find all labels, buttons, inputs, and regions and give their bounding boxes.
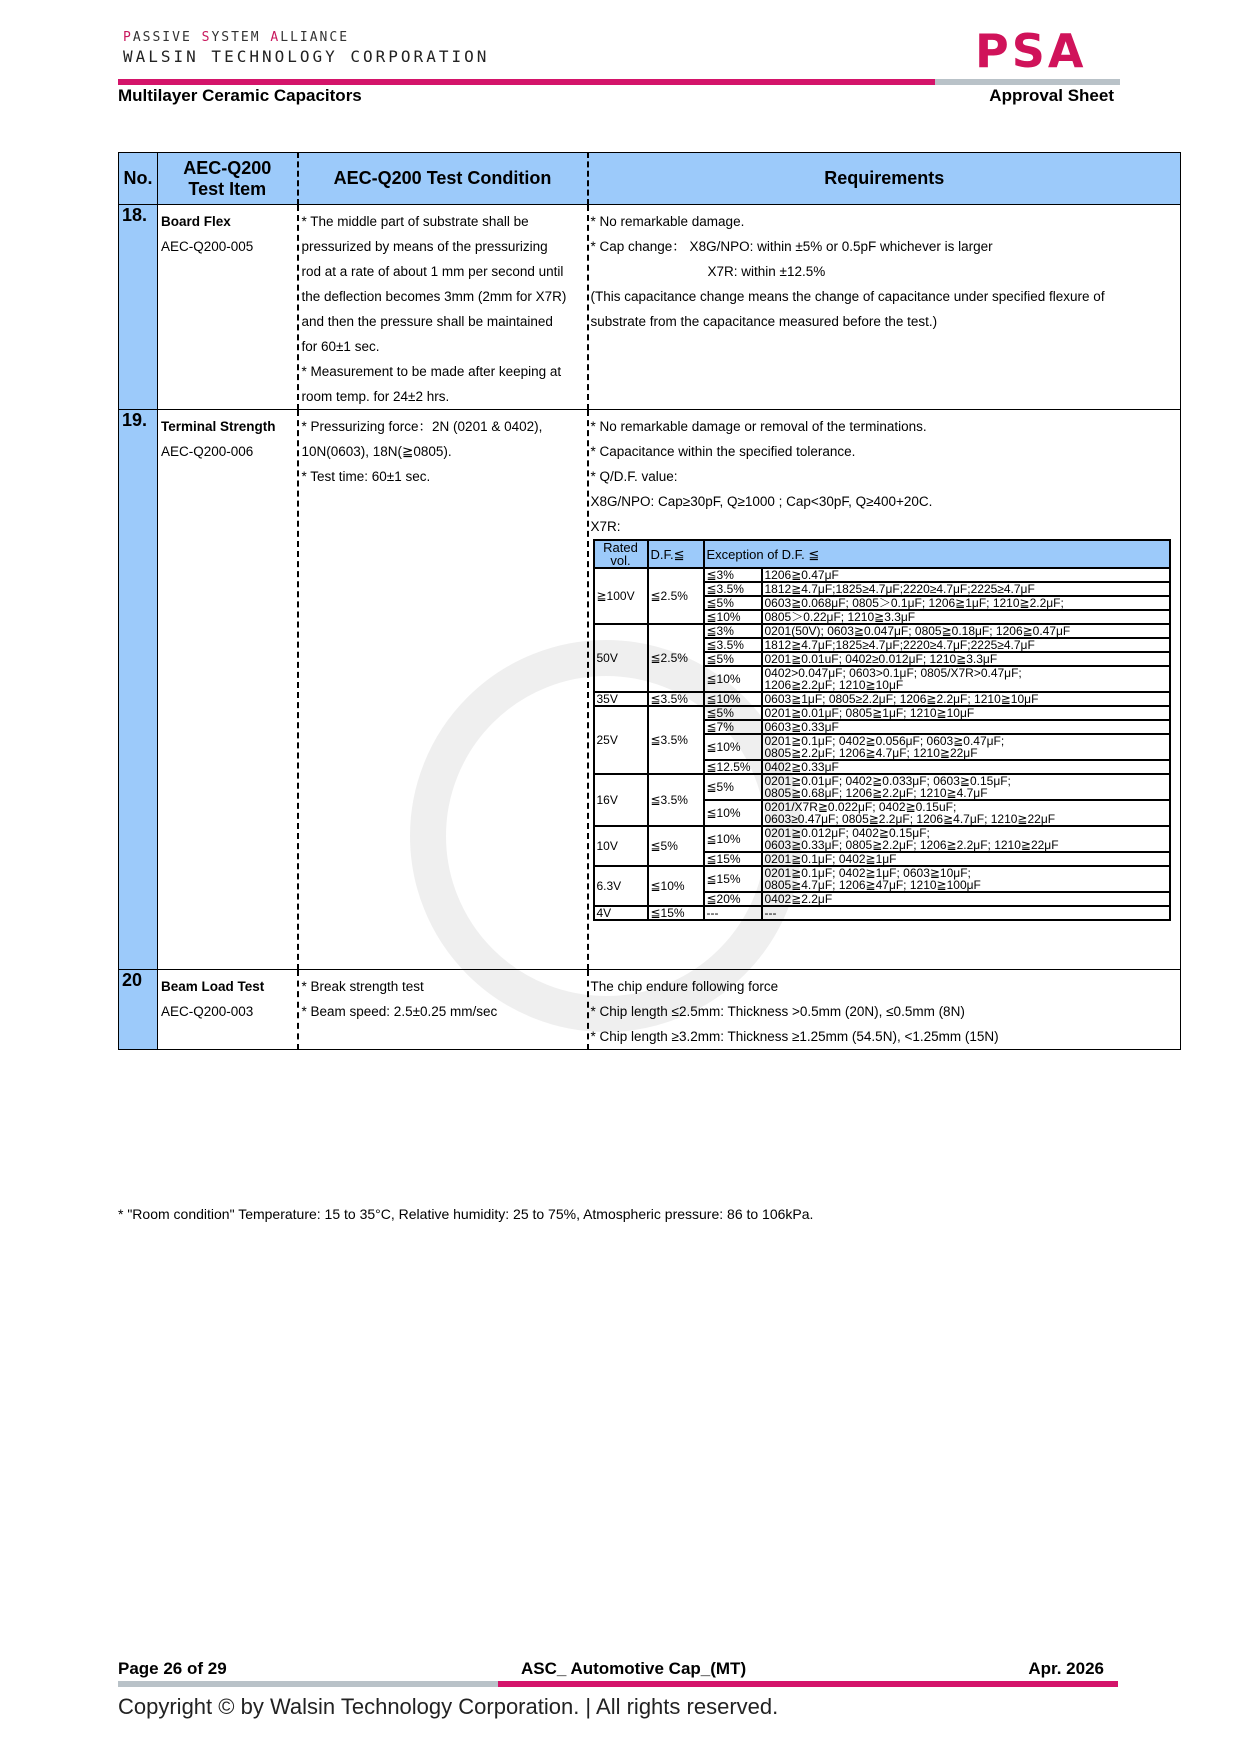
exception-df: ≦5%: [704, 706, 762, 720]
exception-condition-line: 0805≧4.7μF; 1206≧47μF; 1210≧100μF: [764, 878, 981, 892]
alliance-word: LLIANCE: [280, 30, 350, 45]
requirement-line: X7R: within ±12.5%: [707, 264, 826, 279]
company-name: WALSIN TECHNOLOGY CORPORATION: [123, 47, 490, 66]
table-header-row: [119, 153, 1181, 205]
df-header-df: D.F.≦: [648, 540, 704, 568]
exception-condition-line: 0402>0.047μF; 0603>0.1μF; 0805/X7R>0.47μF;: [764, 666, 1022, 680]
exception-df: ≦3%: [704, 624, 762, 638]
exception-df: ≦5%: [704, 774, 762, 800]
df-row: [594, 706, 1170, 720]
test-item-cell: [158, 205, 298, 410]
rated-voltage: 50V: [594, 624, 648, 692]
exception-condition: [762, 734, 1170, 760]
row-number: 18.: [119, 205, 158, 410]
condition-line: 10N(0603), 18N(≧0805).: [301, 444, 452, 459]
df-row: [594, 866, 1170, 892]
exception-condition-line: 1812≧4.7μF;1825≥4.7μF;2220≥4.7μF;2225≥4.7μF: [764, 582, 1035, 596]
requirement-line: * No remarkable damage.: [590, 214, 745, 229]
exception-condition: [762, 568, 1170, 582]
footer-accent-bar: [498, 1681, 1118, 1687]
footer-grey-bar: [118, 1681, 498, 1687]
exception-condition: [762, 892, 1170, 906]
exception-condition: [762, 706, 1170, 720]
product-title: Multilayer Ceramic Capacitors: [118, 86, 362, 105]
df-limit: ≦5%: [648, 826, 704, 866]
exception-df: ≦5%: [704, 652, 762, 666]
exception-condition-line: 0603≧1μF; 0805≥2.2μF; 1206≧2.2μF; 1210≧10μF: [764, 692, 1039, 706]
df-header-rated: Rated vol.: [594, 540, 648, 568]
exception-condition-line: 0201≧0.1μF; 0402≧0.056μF; 0603≧0.47μF;: [764, 734, 1005, 748]
doc-name: ASC_ Automotive Cap_(MT): [521, 1659, 747, 1678]
header-grey-bar: [935, 79, 1120, 85]
df-limit: ≦2.5%: [648, 568, 704, 624]
df-limit: ≦15%: [648, 906, 704, 920]
requirement-line: * Cap change： X8G/NPO: within ±5% or 0.5pF whichever is larger: [590, 239, 993, 254]
rated-voltage: 35V: [594, 692, 648, 706]
exception-df: ≦3.5%: [704, 638, 762, 652]
df-header-row: [594, 540, 1170, 568]
requirement-line: (This capacitance change means the change of capacitance under specified flexure of: [590, 289, 1105, 304]
exception-condition-line: 0201≧0.01μF; 0402≧0.033μF; 0603≧0.15μF;: [764, 774, 1011, 788]
header-test-item-line1: AEC-Q200: [183, 157, 272, 178]
exception-condition: [762, 800, 1170, 826]
exception-df: ≦5%: [704, 596, 762, 610]
alliance-initial: A: [270, 30, 281, 45]
rated-voltage: 25V: [594, 706, 648, 774]
exception-condition: [762, 852, 1170, 866]
exception-condition: [762, 774, 1170, 800]
test-item-name: Board Flex: [161, 214, 231, 229]
header-no: No.: [119, 153, 158, 205]
condition-line: rod at a rate of about 1 mm per second until: [301, 264, 564, 279]
exception-condition: [762, 906, 1170, 920]
condition-line: * Measurement to be made after keeping at: [301, 364, 562, 379]
exception-df: ≦10%: [704, 800, 762, 826]
requirement-line: * Chip length ≥3.2mm: Thickness ≥1.25mm (54.5N), <1.25mm (15N): [590, 1029, 999, 1044]
exception-condition-line: 0402≧0.33μF: [764, 760, 839, 774]
doc-date: Apr. 2026: [1028, 1659, 1104, 1678]
header-condition: AEC-Q200 Test Condition: [298, 153, 588, 205]
exception-condition: [762, 826, 1170, 852]
condition-line: * Test time: 60±1 sec.: [301, 469, 431, 484]
exception-condition-line: ---: [764, 906, 777, 920]
rated-voltage: ≧100V: [594, 568, 648, 624]
exception-condition-line: 0201(50V); 0603≧0.047μF; 0805≧0.18μF; 1206≧0.47μF: [764, 624, 1071, 638]
exception-condition-line: 0603≥0.47μF; 0805≧2.2μF; 1206≧4.7μF; 1210≧22μF: [764, 812, 1056, 826]
header-requirements: Requirements: [588, 153, 1181, 205]
exception-df: ≦10%: [704, 692, 762, 706]
exception-condition: [762, 692, 1170, 706]
exception-condition: [762, 866, 1170, 892]
condition-line: * Beam speed: 2.5±0.25 mm/sec: [301, 1004, 498, 1019]
exception-df: ≦20%: [704, 892, 762, 906]
exception-condition-line: 0201≧0.1μF; 0402≧1μF; 0603≧10μF;: [764, 866, 971, 880]
requirements-cell: [588, 410, 1181, 970]
alliance-word: YSTEM: [211, 30, 271, 45]
doc-type: Approval Sheet: [989, 86, 1114, 105]
condition-line: * Pressurizing force：2N (0201 & 0402),: [301, 419, 543, 434]
exception-condition: [762, 610, 1170, 624]
exception-condition-line: 0603≧0.068μF; 0805＞0.1μF; 1206≧1μF; 1210≧2.2μF;: [764, 596, 1064, 610]
condition-line: * The middle part of substrate shall be: [301, 214, 529, 229]
df-row: [594, 774, 1170, 800]
header-accent-bar: [118, 79, 935, 85]
condition-line: * Break strength test: [301, 979, 424, 994]
alliance-initial: P: [123, 30, 133, 45]
rated-voltage: 16V: [594, 774, 648, 826]
requirement-line: substrate from the capacitance measured before the test.): [590, 314, 938, 329]
test-item-code: AEC-Q200-006: [161, 444, 254, 459]
exception-condition-line: 0201≧0.1μF; 0402≧1μF: [764, 852, 897, 866]
df-exception-table: [593, 539, 1171, 921]
requirement-line: * Chip length ≤2.5mm: Thickness >0.5mm (20N), ≤0.5mm (8N): [590, 1004, 965, 1019]
exception-df: ≦15%: [704, 866, 762, 892]
exception-condition: [762, 582, 1170, 596]
exception-condition-line: 0805＞0.22μF; 1210≧3.3μF: [764, 610, 916, 624]
requirements-cell: [588, 970, 1181, 1050]
alliance-text: [123, 30, 349, 45]
exception-df: ≦10%: [704, 610, 762, 624]
exception-df: ≦10%: [704, 734, 762, 760]
rated-voltage: 10V: [594, 826, 648, 866]
df-row: [594, 624, 1170, 638]
df-row: [594, 568, 1170, 582]
exception-condition-line: 0201/X7R≧0.022μF; 0402≧0.15uF;: [764, 800, 957, 814]
psa-logo: PSA: [975, 24, 1087, 78]
page-number: Page 26 of 29: [118, 1659, 227, 1678]
exception-condition-line: 0201≧0.01μF; 0805≧1μF; 1210≧10μF: [764, 706, 975, 720]
exception-condition-line: 1812≧4.7μF;1825≥4.7μF;2220≥4.7μF;2225≥4.7μF: [764, 638, 1035, 652]
alliance-initial: S: [201, 30, 212, 45]
requirement-line: X7R:: [590, 519, 621, 534]
exception-df: ≦12.5%: [704, 760, 762, 774]
test-row: [119, 205, 1181, 410]
test-row: [119, 970, 1181, 1050]
exception-condition-line: 0603≧0.33μF; 0805≧2.2μF; 1206≧2.2μF; 1210≧22μF: [764, 838, 1059, 852]
requirement-line: * No remarkable damage or removal of the terminations.: [590, 419, 927, 434]
exception-df: ---: [704, 906, 762, 920]
exception-df: ≦3%: [704, 568, 762, 582]
copyright: Copyright © by Walsin Technology Corporation. | All rights reserved.: [118, 1694, 779, 1719]
exception-condition-line: 0805≧2.2μF; 1206≧4.7μF; 1210≧22μF: [764, 746, 978, 760]
df-limit: ≦3.5%: [648, 706, 704, 774]
test-item-cell: [158, 410, 298, 970]
exception-condition-line: 0603≧0.33μF: [764, 720, 839, 734]
requirement-line: * Capacitance within the specified tolerance.: [590, 444, 856, 459]
exception-condition: [762, 596, 1170, 610]
exception-condition: [762, 720, 1170, 734]
exception-condition-line: 1206≧2.2μF; 1210≧10μF: [764, 678, 904, 692]
condition-line: pressurized by means of the pressurizing: [301, 239, 548, 254]
condition-line: and then the pressure shall be maintained: [301, 314, 553, 329]
df-limit: ≦3.5%: [648, 692, 704, 706]
exception-condition: [762, 638, 1170, 652]
condition-line: the deflection becomes 3mm (2mm for X7R): [301, 289, 567, 304]
alliance-word: ASSIVE: [132, 30, 202, 45]
exception-condition-line: 0201≧0.01uF; 0402≥0.012μF; 1210≧3.3μF: [764, 652, 998, 666]
row-number: 20: [119, 970, 158, 1050]
test-table: [118, 152, 1181, 1050]
test-condition-cell: [298, 205, 588, 410]
exception-condition: [762, 652, 1170, 666]
rated-voltage: 6.3V: [594, 866, 648, 906]
df-limit: ≦2.5%: [648, 624, 704, 692]
header-test-item: [158, 153, 298, 205]
requirement-line: X8G/NPO: Cap≥30pF, Q≥1000 ; Cap<30pF, Q≥400+20C.: [590, 494, 933, 509]
test-condition-cell: [298, 410, 588, 970]
test-item-code: AEC-Q200-003: [161, 1004, 254, 1019]
exception-df: ≦7%: [704, 720, 762, 734]
condition-line: for 60±1 sec.: [301, 339, 380, 354]
requirement-line: The chip endure following force: [590, 979, 779, 994]
exception-condition-line: 0402≧2.2μF: [764, 892, 833, 906]
requirement-line: * Q/D.F. value:: [590, 469, 678, 484]
requirements-cell: [588, 205, 1181, 410]
exception-df: ≦15%: [704, 852, 762, 866]
row-number: 19.: [119, 410, 158, 970]
df-limit: ≦10%: [648, 866, 704, 906]
df-row: [594, 906, 1170, 920]
exception-condition: [762, 624, 1170, 638]
test-item-name: Beam Load Test: [161, 979, 265, 994]
test-row: [119, 410, 1181, 970]
df-limit: ≦3.5%: [648, 774, 704, 826]
rated-voltage: 4V: [594, 906, 648, 920]
room-condition-footnote: * "Room condition" Temperature: 15 to 35°C, Relative humidity: 25 to 75%, Atmospheric pressure: 86 to 106kPa.: [118, 1206, 814, 1222]
df-row: [594, 692, 1170, 706]
exception-condition: [762, 760, 1170, 774]
exception-df: ≦10%: [704, 666, 762, 692]
test-condition-cell: [298, 970, 588, 1050]
df-row: [594, 826, 1170, 852]
test-item-code: AEC-Q200-005: [161, 239, 254, 254]
test-item-cell: [158, 970, 298, 1050]
condition-line: room temp. for 24±2 hrs.: [301, 389, 450, 404]
header-test-item-line2: Test Item: [188, 178, 267, 199]
df-header-exception: Exception of D.F. ≦: [704, 540, 1170, 568]
exception-condition-line: 0201≧0.012μF; 0402≧0.15μF;: [764, 826, 930, 840]
exception-condition-line: 0805≧0.68μF; 1206≧2.2μF; 1210≧4.7μF: [764, 786, 988, 800]
exception-condition: [762, 666, 1170, 692]
exception-condition-line: 1206≧0.47μF: [764, 568, 839, 582]
exception-df: ≦3.5%: [704, 582, 762, 596]
exception-df: ≦10%: [704, 826, 762, 852]
test-item-name: Terminal Strength: [161, 419, 276, 434]
